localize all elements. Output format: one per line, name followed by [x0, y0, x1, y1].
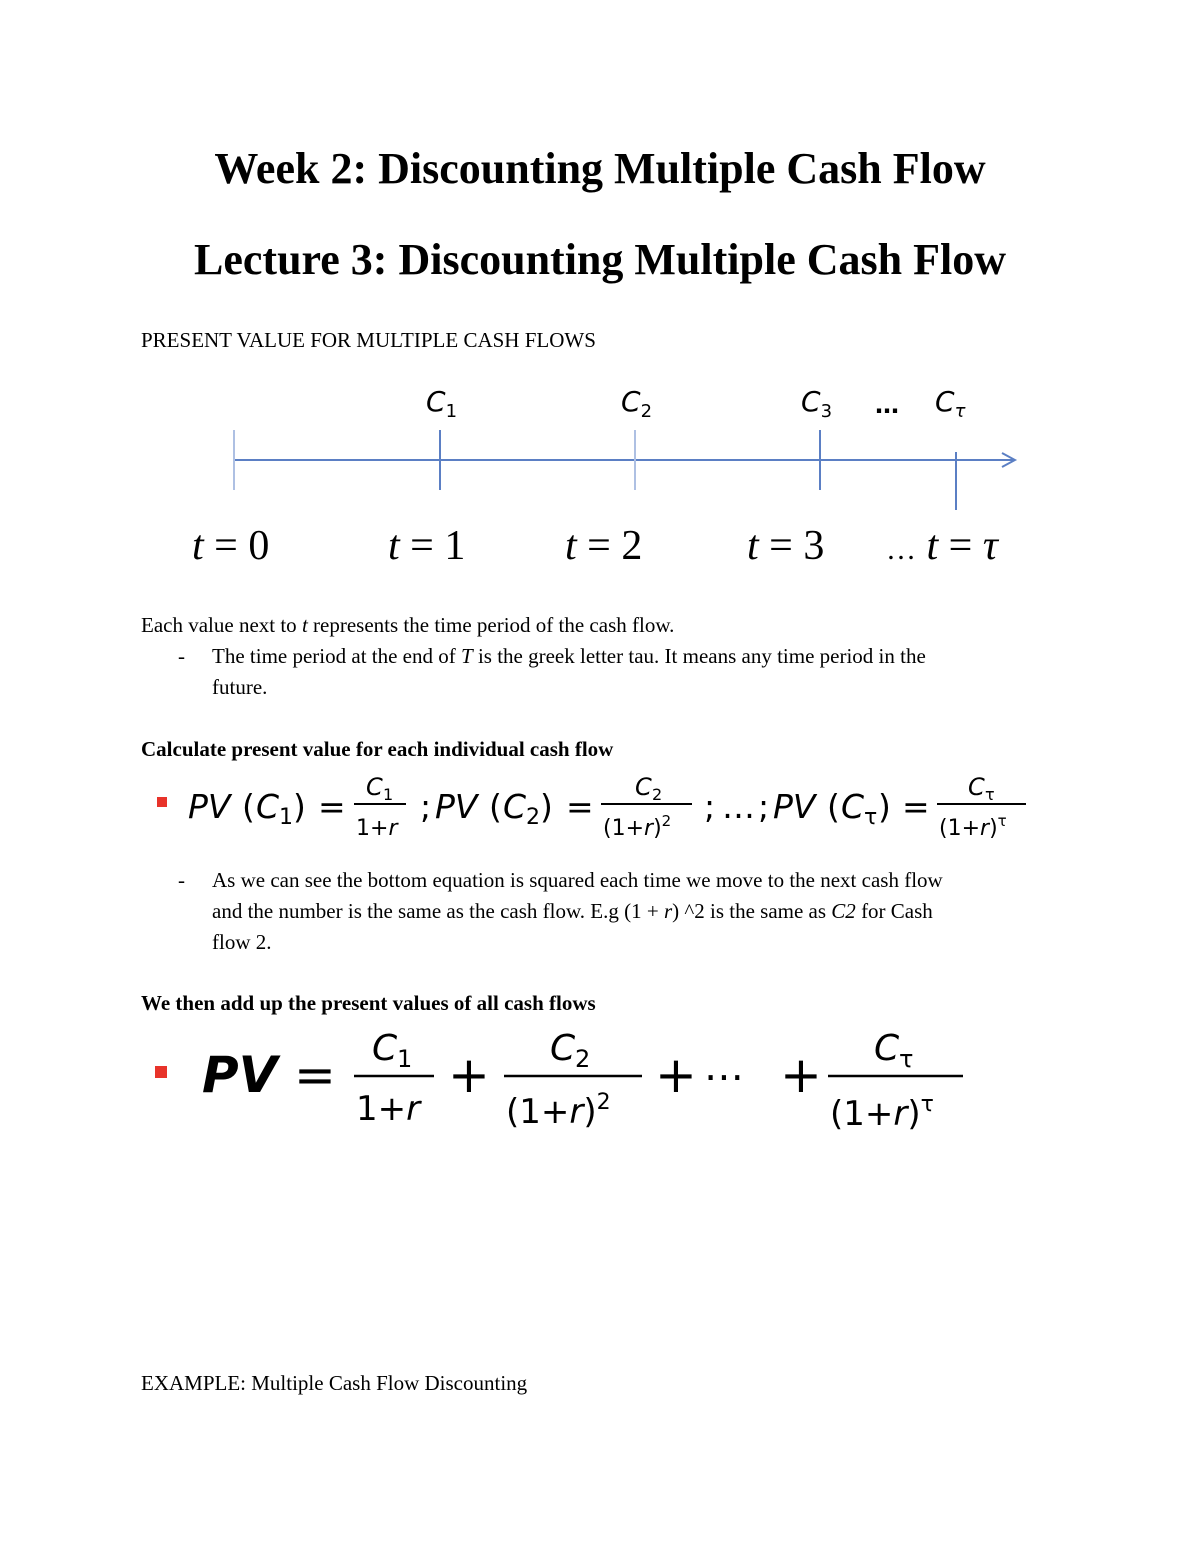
svg-text:(: ( [827, 787, 840, 826]
svg-text:+: + [780, 1046, 822, 1104]
svg-text:C: C [635, 773, 652, 801]
svg-text:2: 2 [575, 1045, 591, 1073]
svg-text:C: C [968, 773, 985, 801]
svg-text:PV: PV [188, 787, 231, 826]
svg-text:1: 1 [279, 805, 293, 830]
note-tau: The time period at the end of T is the greek letter tau. It means any time period in the future. [212, 644, 926, 699]
svg-text:C: C [503, 787, 527, 826]
svg-text:⋯: ⋯ [704, 1054, 744, 1100]
svg-text:…: … [722, 787, 755, 826]
svg-text:PV: PV [773, 787, 816, 826]
cash-flow-ellipsis: … [875, 391, 899, 419]
svg-text:τ: τ [985, 785, 995, 804]
formula-individual-pv [180, 768, 1040, 848]
bullet-marker [157, 797, 167, 807]
svg-text:C: C [366, 773, 383, 801]
svg-text:PV: PV [202, 1046, 278, 1104]
list-dash: - [178, 868, 185, 892]
svg-text:(1+r)2: $(1+r)^2$ [506, 1090, 611, 1132]
formula-total-pv [190, 1020, 990, 1150]
svg-text:;: ; [420, 787, 432, 826]
svg-text:τ: τ [899, 1045, 914, 1073]
svg-text:;: ; [758, 787, 770, 826]
paragraph-time-period: Each value next to t represents the time period of the cash flow. [141, 613, 675, 637]
svg-text:): ) [293, 787, 306, 826]
svg-text:C: C [874, 1028, 900, 1069]
svg-text:+: + [448, 1046, 490, 1104]
svg-text:C: C [550, 1028, 576, 1069]
svg-text:1: 1 [397, 1045, 413, 1073]
svg-text:(1+r)2: $(1+r)^2$ [603, 812, 672, 841]
svg-text:(1+r)τ: $(1+r)^\tau$ [939, 812, 1007, 841]
svg-text:(: ( [242, 787, 255, 826]
svg-text:C: C [256, 787, 280, 826]
time-label-t1: t = 1 [388, 523, 466, 569]
svg-text:C: C [841, 787, 865, 826]
time-label-t2: t = 2 [565, 523, 643, 569]
svg-text:=: = [318, 787, 346, 826]
svg-text:): ) [540, 787, 553, 826]
svg-text:+: + [655, 1046, 697, 1104]
page-title: Week 2: Discounting Multiple Cash Flow [214, 144, 986, 193]
time-label-t0: t = 0 [192, 523, 270, 569]
cash-flow-label-ctau: $C_\tau$ [935, 385, 966, 422]
heading-individual-pv: Calculate present value for each individual cash flow [141, 737, 614, 761]
svg-text:;: ; [704, 787, 716, 826]
cash-flow-label-c3: $C_3$ [801, 385, 833, 422]
bullet-marker [155, 1066, 167, 1078]
svg-text:=: = [294, 1046, 336, 1104]
svg-text:): ) [878, 787, 891, 826]
cash-flow-label-c2: $C_2$ [621, 385, 653, 422]
svg-text:PV: PV [435, 787, 478, 826]
heading-sum-pv: We then add up the present values of all cash flows [141, 991, 596, 1015]
svg-text:=: = [566, 787, 594, 826]
time-label-tau: … t = τ [886, 523, 998, 569]
example-heading: EXAMPLE: Multiple Cash Flow Discounting [141, 1371, 528, 1395]
svg-text:1+r: 1+r [356, 1089, 421, 1129]
svg-text:(1+r)τ: $(1+r)^\tau$ [830, 1092, 934, 1134]
cash-flow-label-c1: $C_1$ [426, 385, 458, 422]
svg-text:2: 2 [652, 785, 663, 804]
lecture-title: Lecture 3: Discounting Multiple Cash Flow [194, 235, 1006, 284]
list-dash: - [178, 644, 185, 668]
svg-text:1+r: 1+r [356, 816, 398, 841]
svg-text:τ: τ [864, 805, 878, 830]
svg-text:2: 2 [526, 805, 540, 830]
section-heading: PRESENT VALUE FOR MULTIPLE CASH FLOWS [141, 328, 596, 352]
time-label-t3: t = 3 [747, 523, 825, 569]
svg-text:1: 1 [383, 785, 394, 804]
svg-text:(: ( [489, 787, 502, 826]
svg-text:=: = [902, 787, 930, 826]
timeline-diagram [0, 370, 1200, 530]
svg-text:C: C [372, 1028, 398, 1069]
note-squared: As we can see the bottom equation is squared each time we move to the next cash flow and the number is the same as the cash flow. E.g (1 + r) ^2 is the same as C2 for Cash flow 2. [212, 868, 943, 954]
